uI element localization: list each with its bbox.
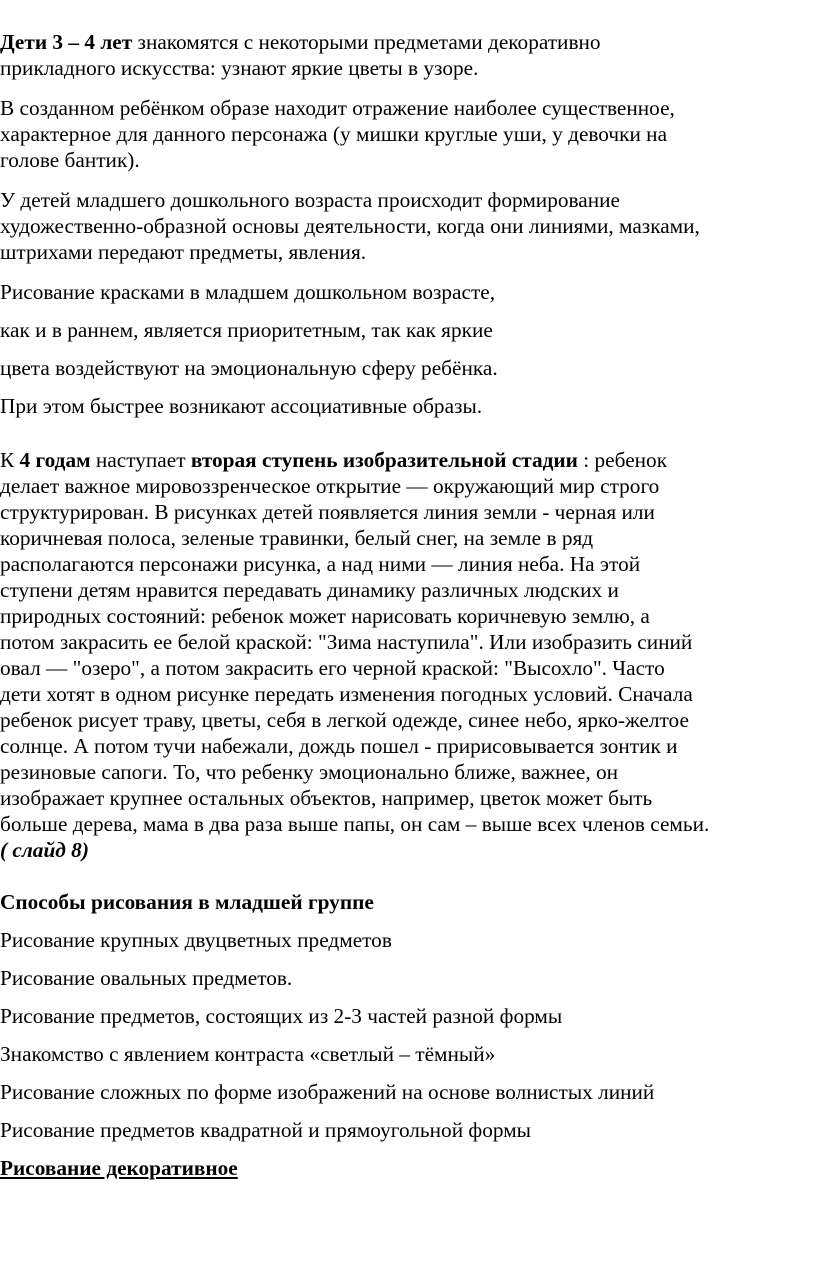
paragraph-line: делает важное мировоззренческое открытие — окружающий мир строго	[0, 474, 660, 498]
paragraph-younger-age	[0, 187, 816, 265]
paragraph-line: резиновые сапоги. То, что ребенку эмоционально ближе, важнее, он	[0, 760, 619, 784]
paragraph-line: характерное для данного персонажа (у мишки круглые уши, у девочки на	[0, 122, 668, 146]
paragraph-line	[0, 29, 816, 55]
paragraph-colors: цвета воздействуют на эмоциональную сферу ребёнка.	[0, 356, 498, 380]
method-item: Рисование крупных двуцветных предметов	[0, 928, 392, 952]
paragraph-line	[0, 447, 816, 473]
paragraph-line: располагаются персонажи рисунка, а над ними — линия неба. На этой	[0, 552, 641, 576]
age-bold: Дети 3 – 4 лет	[0, 30, 133, 54]
paragraph-line: изображает крупнее остальных объектов, например, цветок может быть	[0, 786, 653, 810]
paragraph-line: природных состояний: ребенок может нарисовать коричневую землю, а	[0, 604, 650, 628]
paragraph-line: прикладного искусства: узнают яркие цветы в узоре.	[0, 56, 479, 80]
paragraph-line: голове бантик).	[0, 148, 140, 172]
stage-bold: вторая ступень изобразительной стадии	[190, 448, 578, 472]
section-title-text: Способы рисования в младшей группе	[0, 890, 374, 914]
paragraph-paints: Рисование красками в младшем дошкольном возрасте,	[0, 280, 496, 304]
spacer	[0, 419, 816, 447]
paragraph-text: знакомятся с некоторыми предметами декоративно	[132, 30, 601, 54]
spacer	[0, 863, 816, 889]
paragraph-line: штрихами передают предметы, явления.	[0, 240, 367, 264]
method-item: Рисование сложных по форме изображений на основе волнистых линий	[0, 1080, 655, 1104]
decorative-heading-text: Рисование декоративное	[0, 1156, 238, 1180]
paragraph-line: больше дерева, мама в два раза выше папы, он сам – выше всех членов семьи.	[0, 812, 710, 836]
paragraph-text: : ребенок	[577, 448, 668, 472]
method-item: Знакомство с явлением контраста «светлый – тёмный»	[0, 1042, 496, 1066]
method-item: Рисование предметов квадратной и прямоугольной формы	[0, 1118, 531, 1142]
paragraph-line: потом закрасить ее белой краской: "Зима наступила". Или изобразить синий	[0, 630, 693, 654]
paragraph-line: ребенок рисует траву, цветы, себя в легкой одежде, синее небо, ярко-желтое	[0, 708, 689, 732]
method-item: Рисование предметов, состоящих из 2-3 частей разной формы	[0, 1004, 563, 1028]
paragraph-line: В созданном ребёнком образе находит отражение наиболее существенное,	[0, 96, 675, 120]
paragraph-text: наступает	[90, 448, 191, 472]
slide-reference: ( слайд 8)	[0, 838, 89, 862]
paragraph-line: У детей младшего дошкольного возраста происходит формирование	[0, 188, 620, 212]
age-bold: 4 годам	[19, 448, 91, 472]
paragraph-line: солнце. А потом тучи набежали, дождь пошел - пририсовывается зонтик и	[0, 734, 678, 758]
paragraph-line: овал — "озеро", а потом закрасить его черной краской: "Высохло". Часто	[0, 656, 665, 680]
paragraph-line: коричневая полоса, зеленые травинки, белый снег, на земле в ряд	[0, 526, 594, 550]
paragraph-image-reflection	[0, 95, 816, 173]
paragraph-text: К	[0, 448, 20, 472]
document-page	[0, 29, 816, 1181]
paragraph-age-4	[0, 447, 816, 863]
paragraph-line: дети хотят в одном рисунке передать изменения погодных условий. Сначала	[0, 682, 693, 706]
method-item: Рисование овальных предметов.	[0, 966, 293, 990]
decorative-heading	[0, 1155, 816, 1181]
paragraph-line: ступени детям нравится передавать динамику различных людских и	[0, 578, 619, 602]
section-title	[0, 889, 816, 915]
paragraph-age-3-4	[0, 29, 816, 81]
paragraph-priority: как и в раннем, является приоритетным, так как яркие	[0, 318, 493, 342]
paragraph-line: структурирован. В рисунках детей появляется линия земли - черная или	[0, 500, 655, 524]
paragraph-line: художественно-образной основы деятельности, когда они линиями, мазками,	[0, 214, 700, 238]
paragraph-associations: При этом быстрее возникают ассоциативные образы.	[0, 394, 483, 418]
